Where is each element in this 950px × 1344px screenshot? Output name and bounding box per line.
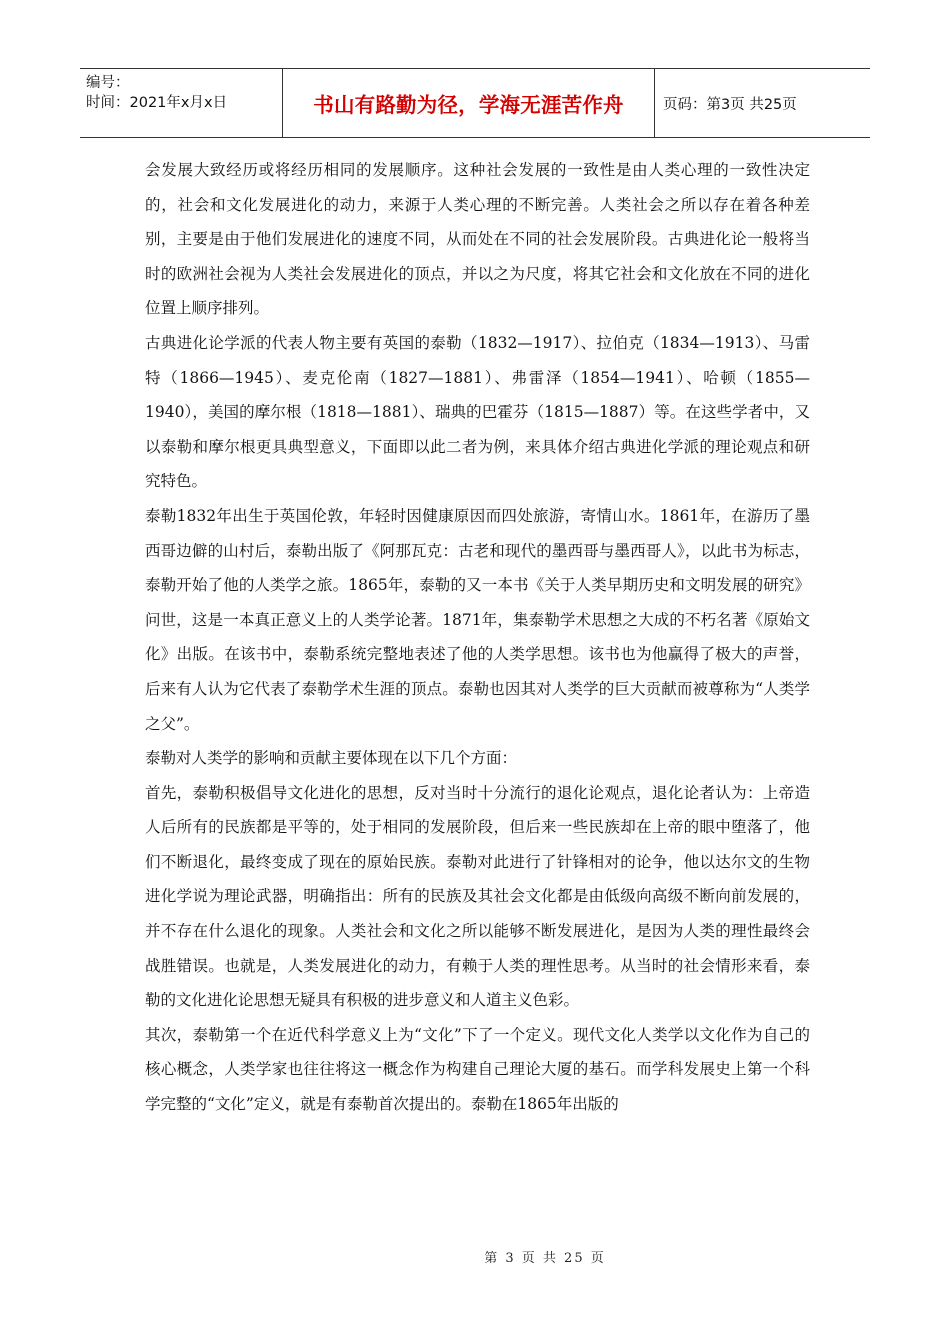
document-body bbox=[145, 153, 810, 1122]
body-paragraph: 古典进化论学派的代表人物主要有英国的泰勒（1832—1917）、拉伯克（1834—1913）、马雷特（1866—1945）、麦克伦南（1827—1881）、弗雷泽（1854—1941）、哈顿（1855—1940），美国的摩尔根（1818—1881）、瑞典的巴霍芬（1815—1887）等。在这些学者中，又以泰勒和摩尔根更具典型意义，下面即以此二者为例，来具体介绍古典进化学派的理论观点和研究特色。 bbox=[145, 333, 810, 491]
footer-page-number: 第 3 页 共 25 页 bbox=[484, 1251, 606, 1266]
header-page-label: 页码：第3页 共25页 bbox=[663, 96, 797, 113]
header-motto: 书山有路勤为径，学海无涯苦作舟 bbox=[313, 93, 624, 117]
body-paragraph: 泰勒对人类学的影响和贡献主要体现在以下几个方面： bbox=[145, 749, 518, 768]
header-page-cell bbox=[655, 69, 870, 137]
header-motto-cell bbox=[282, 69, 655, 137]
page-header bbox=[80, 68, 870, 138]
body-paragraph: 首先，泰勒积极倡导文化进化的思想，反对当时十分流行的退化论观点，退化论者认为：上帝造人后所有的民族都是平等的，处于相同的发展阶段，但后来一些民族却在上帝的眼中堕落了，他们不断退化，最终变成了现在的原始民族。泰勒对此进行了针锋相对的论争，他以达尔文的生物进化学说为理论武器，明确指出：所有的民族及其社会文化都是由低级向高级不断向前发展的，并不存在什么退化的现象。人类社会和文化之所以能够不断发展进化，是因为人类的理性最终会战胜错误。也就是，人类发展进化的动力，有赖于人类的理性思考。从当时的社会情形来看，泰勒的文化进化论思想无疑具有积极的进步意义和人道主义色彩。 bbox=[145, 783, 810, 1010]
document-number-label: 编号： bbox=[86, 75, 130, 91]
body-paragraph: 会发展大致经历或将经历相同的发展顺序。这种社会发展的一致性是由人类心理的一致性决定的，社会和文化发展进化的动力，来源于人类心理的不断完善。人类社会之所以存在着各种差别，主要是由于他们发展进化的速度不同，从而处在不同的社会发展阶段。古典进化论一般将当时的欧洲社会视为人类社会发展进化的顶点，并以之为尺度，将其它社会和文化放在不同的进化位置上顺序排列。 bbox=[145, 161, 810, 318]
page-footer bbox=[0, 1247, 950, 1266]
header-left-cell bbox=[80, 69, 282, 137]
body-paragraph: 泰勒1832年出生于英国伦敦，年轻时因健康原因而四处旅游，寄情山水。1861年，在游历了墨西哥边僻的山村后，泰勒出版了《阿那瓦克：古老和现代的墨西哥与墨西哥人》，以此书为标志，泰勒开始了他的人类学之旅。1865年，泰勒的又一本书《关于人类早期历史和文明发展的研究》问世，这是一本真正意义上的人类学论著。1871年，集泰勒学术思想之大成的不朽名著《原始文化》出版。在该书中，泰勒系统完整地表述了他的人类学思想。该书也为他赢得了极大的声誉，后来有人认为它代表了泰勒学术生涯的顶点。泰勒也因其对人类学的巨大贡献而被尊称为“人类学之父”。 bbox=[145, 506, 810, 733]
document-date-label: 时间：2021年x月x日 bbox=[86, 95, 228, 111]
body-paragraph: 其次，泰勒第一个在近代科学意义上为“文化”下了一个定义。现代文化人类学以文化作为自己的核心概念，人类学家也往往将这一概念作为构建自己理论大厦的基石。而学科发展史上第一个科学完整的“文化”定义，就是有泰勒首次提出的。泰勒在1865年出版的 bbox=[145, 1025, 810, 1114]
